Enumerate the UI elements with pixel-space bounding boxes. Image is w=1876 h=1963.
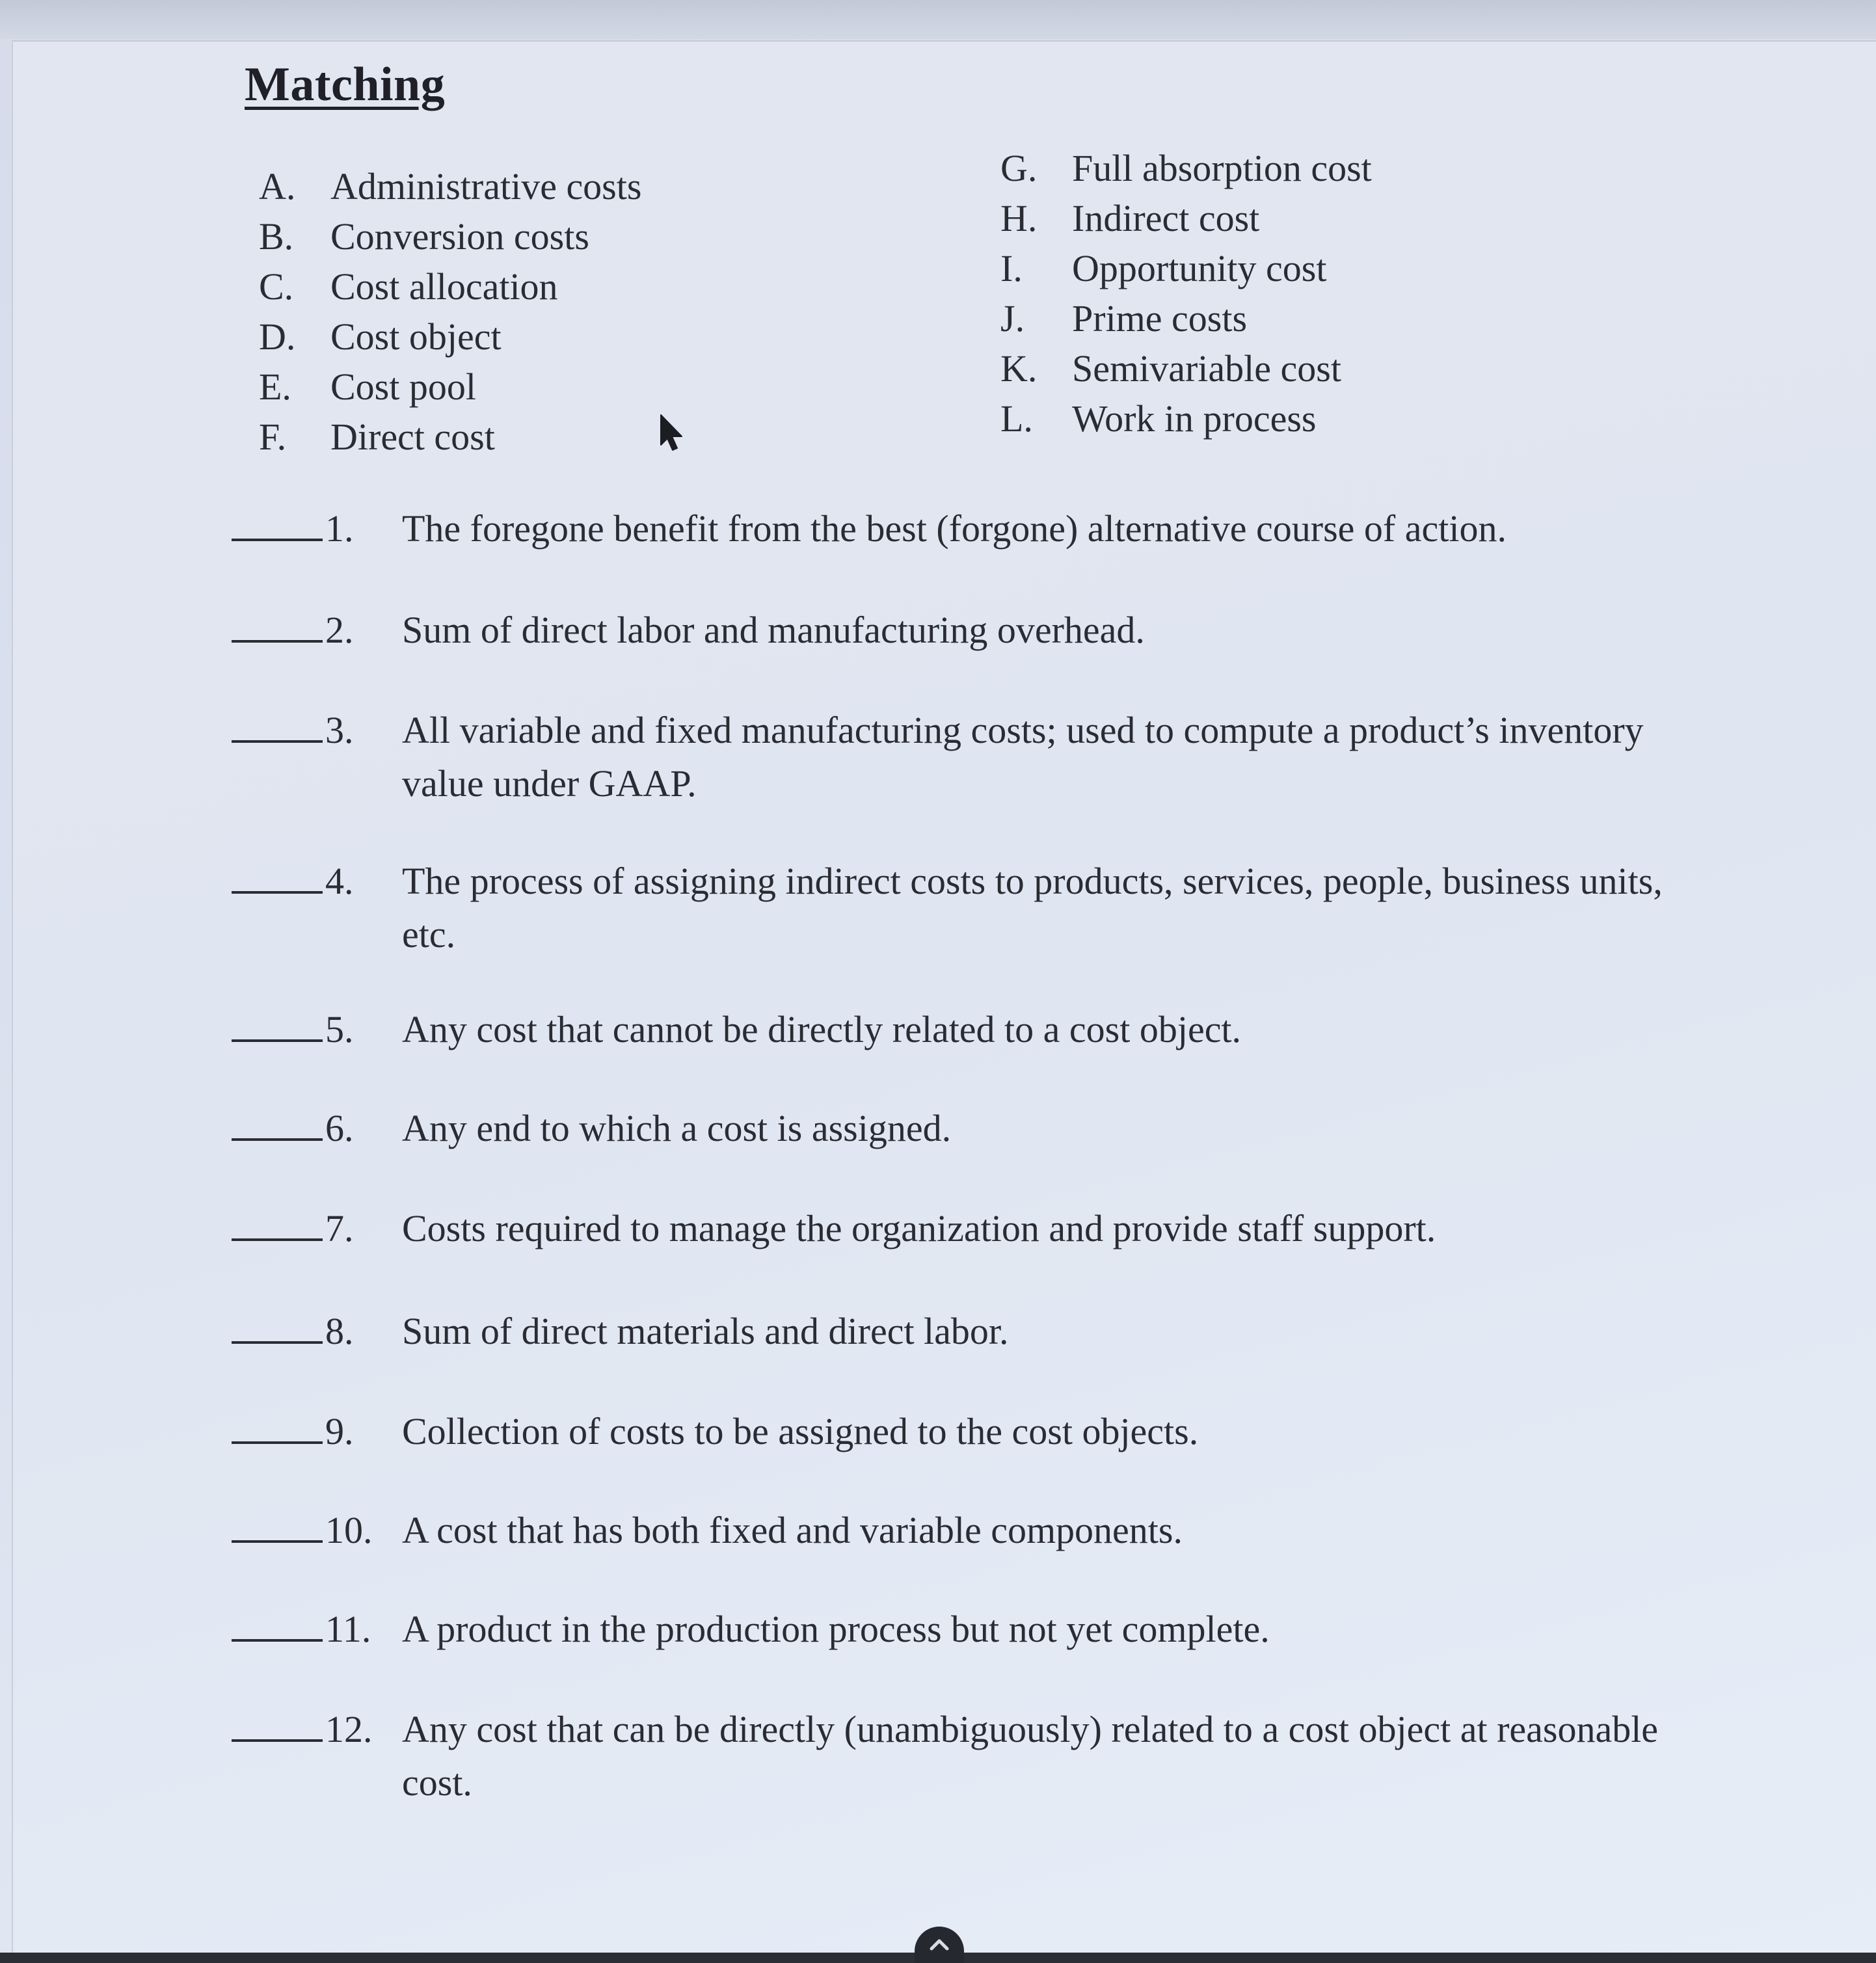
question-text: All variable and fixed manufacturing costs; used to compute a product’s inventory value under GAAP. [402, 709, 1644, 805]
question-number: 4. [325, 860, 354, 902]
question-number: 3. [325, 709, 354, 751]
term-label: Administrative costs [330, 165, 642, 207]
answer-blank[interactable] [232, 502, 323, 541]
question-text: Any cost that can be directly (unambiguously) related to a cost object at reasonable cost. [402, 1708, 1659, 1804]
term-label: Cost allocation [330, 265, 558, 308]
term-b [259, 211, 974, 261]
term-label: Opportunity cost [1072, 247, 1327, 289]
question-7 [232, 1202, 1702, 1255]
term-label: Conversion costs [330, 215, 589, 258]
term-letter: K. [1000, 347, 1038, 390]
answer-blank[interactable] [232, 1003, 323, 1042]
question-number: 1. [325, 507, 354, 550]
question-8 [232, 1305, 1702, 1358]
term-f [259, 412, 974, 462]
question-2 [232, 604, 1702, 657]
term-label: Direct cost [330, 416, 495, 458]
term-i [1000, 243, 1716, 293]
term-label: Full absorption cost [1072, 147, 1372, 189]
question-text: The foregone benefit from the best (forgone) alternative course of action. [402, 507, 1507, 550]
question-9 [232, 1405, 1702, 1458]
term-label: Cost object [330, 315, 502, 358]
answer-blank[interactable] [232, 1504, 323, 1543]
question-number: 12. [325, 1708, 373, 1750]
term-g [1000, 143, 1716, 193]
term-letter: D. [259, 315, 296, 358]
question-11 [232, 1603, 1702, 1656]
term-label: Prime costs [1072, 297, 1248, 340]
answer-blank[interactable] [232, 1603, 323, 1642]
question-number: 7. [325, 1207, 354, 1249]
question-number: 8. [325, 1310, 354, 1352]
term-label: Semivariable cost [1072, 347, 1341, 390]
term-c [259, 261, 974, 312]
question-10 [232, 1504, 1702, 1557]
term-letter: G. [1000, 147, 1038, 189]
question-number: 10. [325, 1509, 373, 1551]
question-text: Sum of direct materials and direct labor. [402, 1310, 1009, 1352]
question-number: 6. [325, 1107, 354, 1149]
term-letter: H. [1000, 197, 1038, 239]
question-text: Collection of costs to be assigned to the cost objects. [402, 1410, 1199, 1452]
question-number: 9. [325, 1410, 354, 1452]
term-h [1000, 193, 1716, 243]
term-a [259, 161, 974, 211]
question-text: A product in the production process but not yet complete. [402, 1608, 1270, 1650]
question-text: Any end to which a cost is assigned. [402, 1107, 952, 1149]
term-letter: E. [259, 366, 291, 408]
question-6 [232, 1102, 1702, 1155]
term-l [1000, 394, 1716, 444]
term-label: Work in process [1072, 397, 1317, 440]
question-5 [232, 1003, 1702, 1056]
answer-blank[interactable] [232, 1202, 323, 1241]
term-letter: L. [1000, 397, 1033, 440]
answer-blank[interactable] [232, 604, 323, 643]
question-text: A cost that has both fixed and variable components. [402, 1509, 1183, 1551]
answer-blank[interactable] [232, 1102, 323, 1141]
answer-blank[interactable] [232, 1305, 323, 1344]
term-e [259, 362, 974, 412]
term-label: Indirect cost [1072, 197, 1260, 239]
term-letter: I. [1000, 247, 1023, 289]
chevron-up-icon [915, 1927, 964, 1963]
term-letter: F. [259, 416, 287, 458]
question-number: 11. [325, 1608, 371, 1650]
question-4 [232, 855, 1702, 961]
question-text: Sum of direct labor and manufacturing overhead. [402, 609, 1145, 651]
question-number: 2. [325, 609, 354, 651]
mouse-pointer-icon [658, 414, 684, 453]
term-label: Cost pool [330, 366, 476, 408]
question-text: The process of assigning indirect costs to products, services, people, business units, etc. [402, 860, 1663, 955]
question-text: Costs required to manage the organization and provide staff support. [402, 1207, 1436, 1249]
question-3 [232, 704, 1702, 810]
term-d [259, 312, 974, 362]
question-number: 5. [325, 1008, 354, 1050]
answer-blank[interactable] [232, 1703, 323, 1742]
terms-column-left [259, 161, 974, 462]
answer-blank[interactable] [232, 1405, 323, 1444]
question-text: Any cost that cannot be directly related to a cost object. [402, 1008, 1242, 1050]
term-j [1000, 293, 1716, 343]
terms-column-right [1000, 143, 1716, 444]
term-k [1000, 343, 1716, 394]
answer-blank[interactable] [232, 855, 323, 894]
page-title: Matching [245, 58, 446, 111]
term-letter: B. [259, 215, 294, 258]
answer-blank[interactable] [232, 704, 323, 743]
term-letter: A. [259, 165, 296, 207]
question-1 [232, 502, 1702, 555]
question-12 [232, 1703, 1702, 1809]
term-letter: C. [259, 265, 294, 308]
scroll-up-icon[interactable] [915, 1927, 964, 1963]
term-letter: J. [1000, 297, 1025, 340]
